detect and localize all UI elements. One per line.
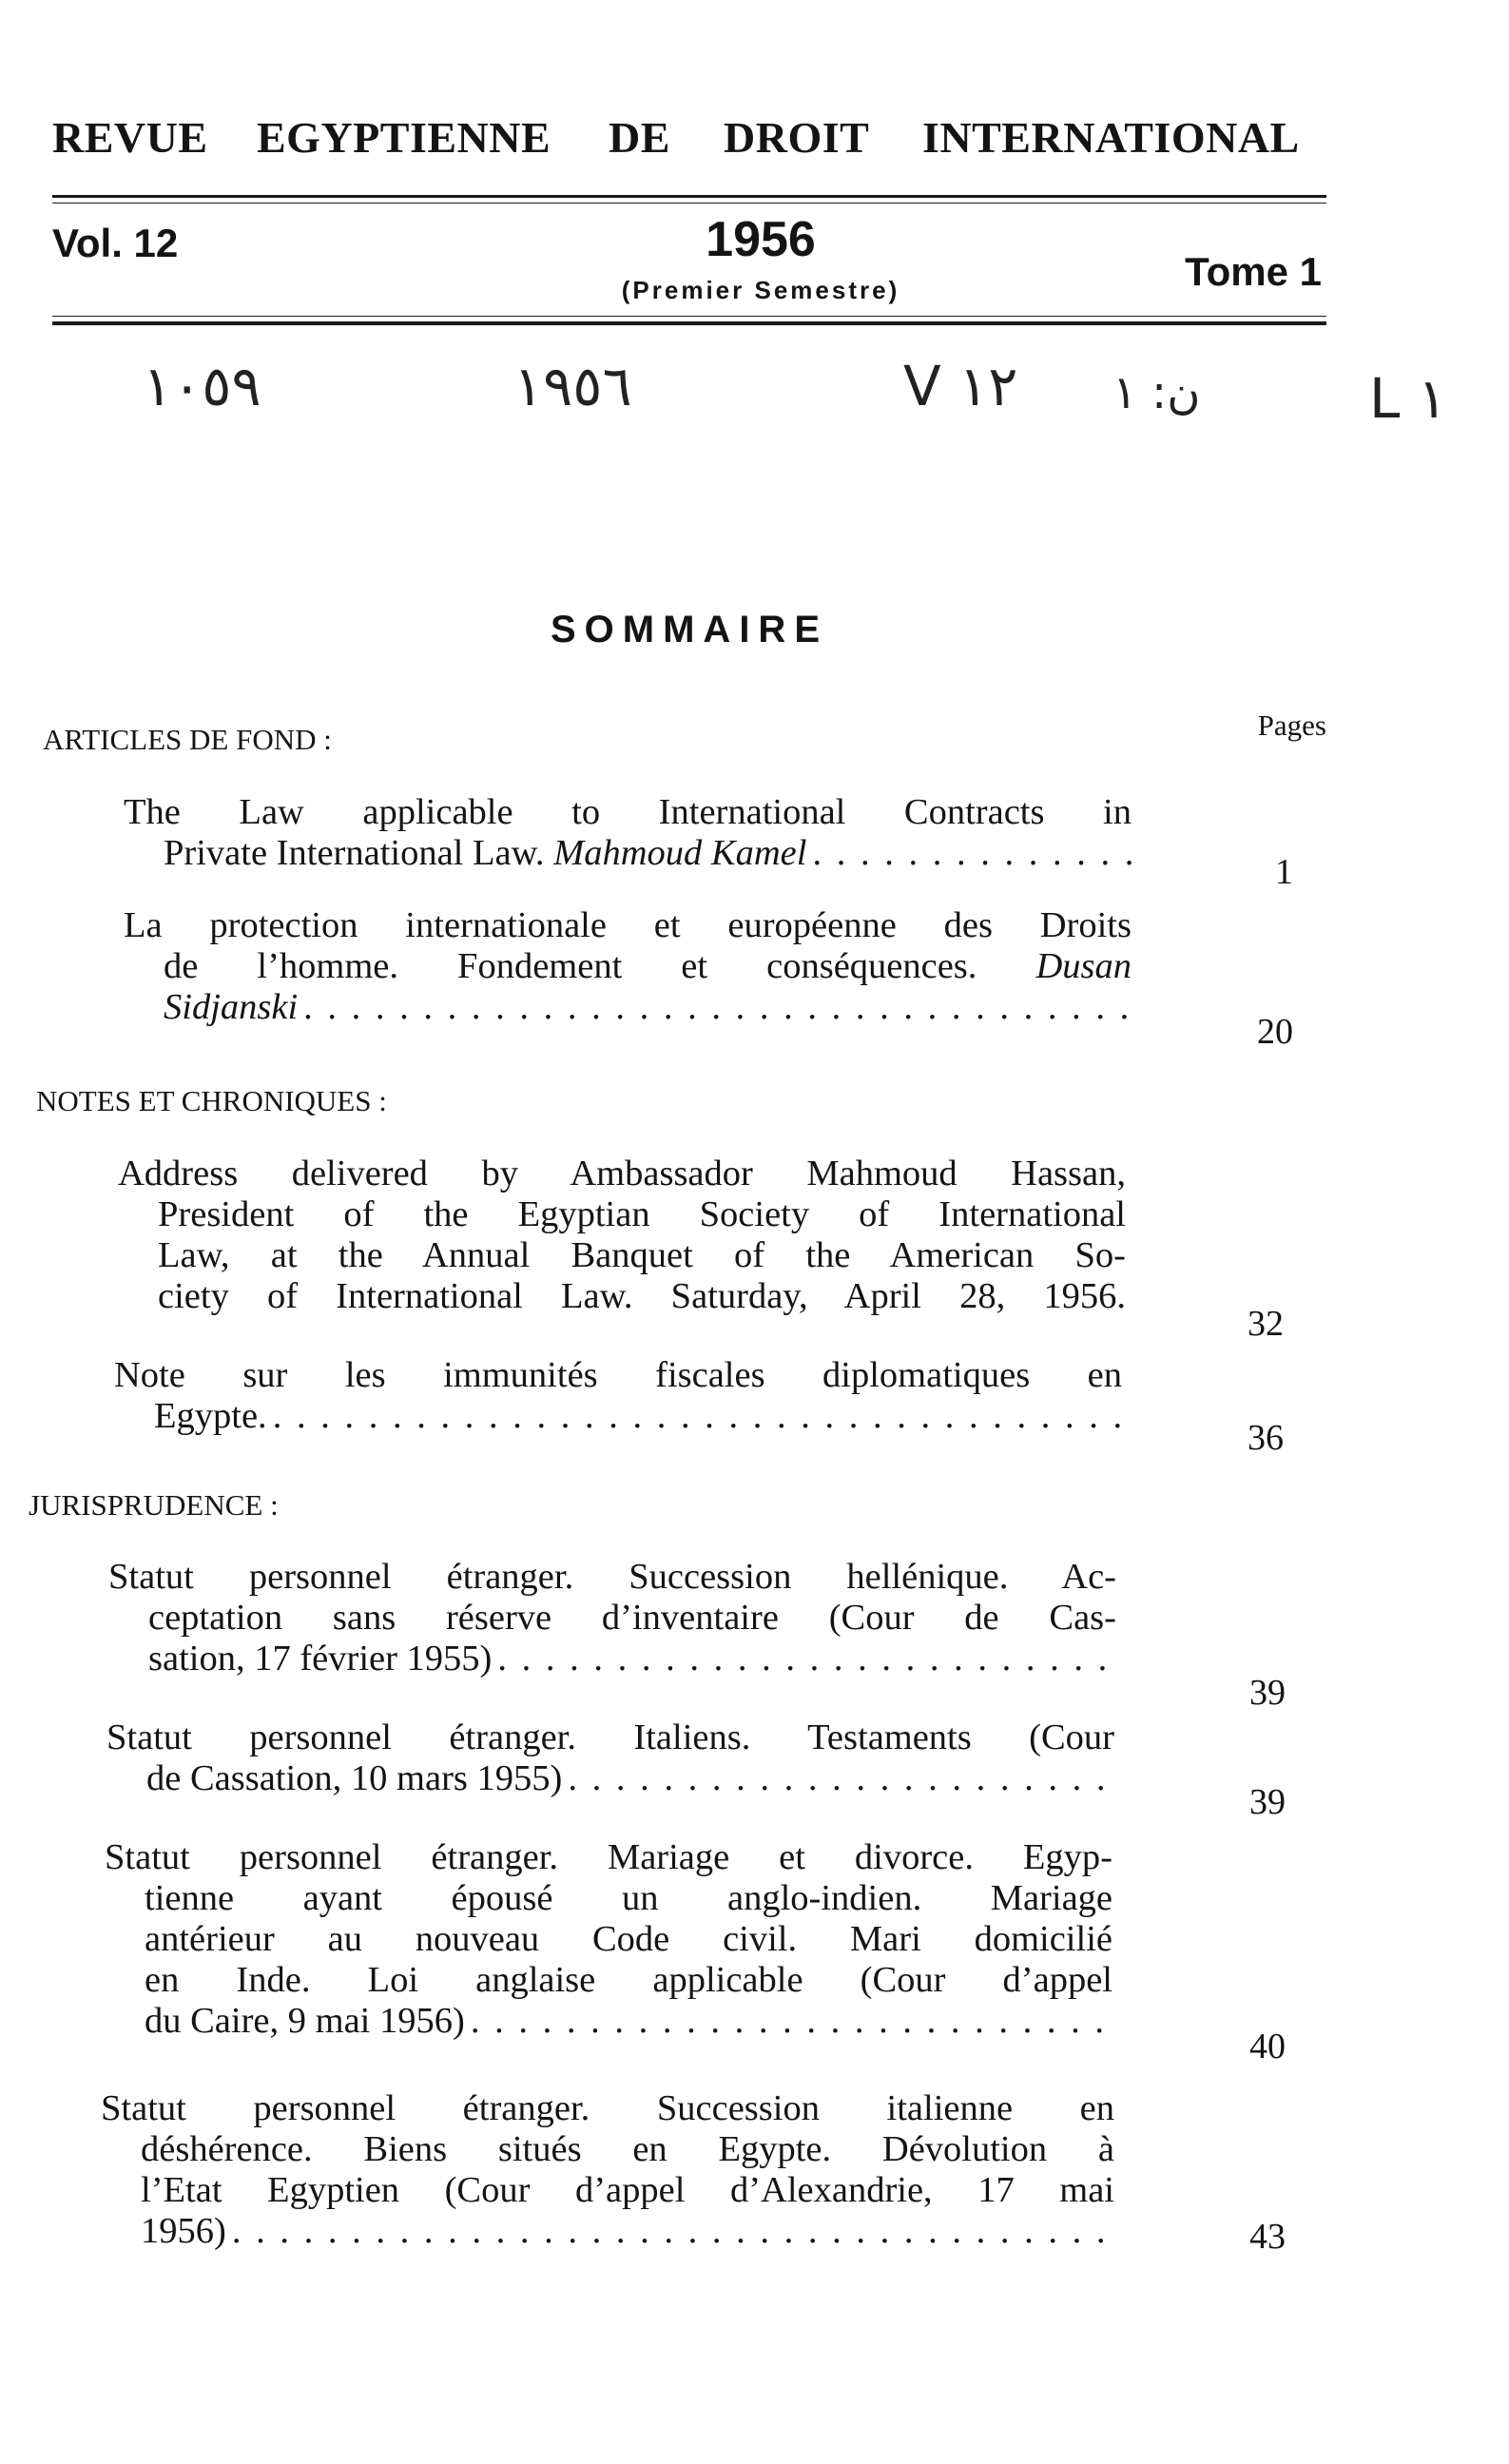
entry-line: Egypte. [154, 1396, 267, 1436]
page-number: 32 [1248, 1304, 1284, 1344]
leader-dots [497, 1639, 1116, 1679]
entry-line: Statut personnel étranger. Succession italienne en [101, 2088, 1114, 2128]
toc-entry [105, 1837, 1112, 2042]
toc-entry [106, 1717, 1114, 1799]
journal-title-word: EGYPTIENNE [257, 113, 551, 162]
entry-line: du Caire, 9 mai 1956) [145, 2001, 465, 2041]
leader-dots [568, 1758, 1114, 1799]
page-number: 36 [1248, 1418, 1284, 1458]
toc-entry [124, 905, 1132, 1028]
entry-line: l’Etat Egyptien (Cour d’appel d’Alexandrie, 17 mai [141, 2170, 1114, 2210]
entry-line: Address delivered by Ambassador Mahmoud Hassan, [118, 1154, 1126, 1193]
entry-line: Statut personnel étranger. Italiens. Testaments (Cour [106, 1717, 1114, 1757]
page-number: 1 [1275, 852, 1293, 892]
entry-line: Law, at the Annual Banquet of the American So- [158, 1235, 1126, 1275]
leader-dots [273, 1396, 1122, 1437]
entry-author: Dusan [1035, 946, 1132, 986]
handwritten-note: V ١٢ [903, 354, 1018, 418]
volume-label: Vol. 12 [52, 221, 179, 265]
semester-label: (Premier Semestre) [621, 276, 900, 304]
entry-line: ceptation sans réserve d’inventaire (Cour de Cas- [148, 1598, 1116, 1638]
entry-line: déshérence. Biens situés en Egypte. Dévolution à [141, 2129, 1114, 2169]
journal-title-word: REVUE [52, 113, 208, 162]
entry-line: The Law applicable to International Contracts in [124, 792, 1132, 832]
page-number: 39 [1249, 1673, 1286, 1713]
entry-line: Note sur les immunités fiscales diplomatiques en [114, 1355, 1122, 1395]
entry-line: en Inde. Loi anglaise applicable (Cour d’appel [145, 1960, 1112, 2000]
journal-title-word: INTERNATIONAL [922, 113, 1300, 162]
leader-dots [812, 833, 1132, 874]
toc-entry [124, 792, 1132, 874]
handwritten-note: ن: ١ [1112, 366, 1201, 419]
bottom-rule-thin [52, 316, 1326, 317]
leader-dots [303, 987, 1132, 1028]
section-heading-jurisprudence: JURISPRUDENCE : [29, 1488, 279, 1522]
toc-entry [118, 1154, 1126, 1317]
top-rule-thin [52, 203, 1326, 204]
entry-line: President of the Egyptian Society of International [158, 1194, 1126, 1234]
entry-line: Statut personnel étranger. Mariage et divorce. Egyp- [105, 1837, 1112, 1877]
entry-author: Sidjanski [164, 987, 299, 1027]
handwritten-note: L ١ [1369, 366, 1447, 431]
bottom-rule [52, 321, 1326, 325]
section-heading-articles: ARTICLES DE FOND : [43, 723, 332, 756]
entry-line: de l’homme. Fondement et conséquences. [164, 946, 977, 986]
page-number: 40 [1249, 2027, 1286, 2066]
entry-line: Private International Law. [164, 833, 545, 873]
pages-column-header: Pages [1257, 708, 1326, 742]
issue-year: 1956 [706, 212, 816, 267]
entry-line: 1956) [141, 2211, 226, 2251]
entry-line: La protection internationale et européenne des Droits [124, 905, 1132, 945]
section-heading-notes: NOTES ET CHRONIQUES : [36, 1084, 387, 1117]
entry-line: antérieur au nouveau Code civil. Mari domicilié [145, 1919, 1112, 1959]
entry-line: tienne ayant épousé un anglo-indien. Mariage [145, 1878, 1112, 1918]
page-number: 39 [1249, 1782, 1286, 1822]
handwritten-note: ١٠٥٩ [143, 354, 261, 418]
toc-entry [101, 2088, 1114, 2252]
entry-line: sation, 17 février 1955) [148, 1639, 493, 1678]
journal-title-word: DE [609, 113, 670, 162]
page-number: 43 [1249, 2217, 1286, 2257]
handwritten-note: ١٩٥٦ [513, 354, 632, 418]
tome-label: Tome 1 [1185, 249, 1322, 294]
top-rule [52, 195, 1326, 198]
page-number: 20 [1257, 1012, 1293, 1052]
entry-line: ciety of International Law. Saturday, April 28, 1956. [158, 1276, 1126, 1316]
leader-dots [232, 2211, 1114, 2252]
entry-author: Mahmoud Kamel [553, 833, 807, 873]
leader-dots [471, 2001, 1112, 2042]
toc-entry [114, 1355, 1122, 1437]
entry-line: de Cassation, 10 mars 1955) [146, 1758, 563, 1798]
entry-line: Statut personnel étranger. Succession hellénique. Ac- [108, 1557, 1116, 1597]
page-title: SOMMAIRE [551, 609, 828, 650]
toc-entry [108, 1557, 1116, 1679]
journal-title-word: DROIT [724, 113, 870, 162]
